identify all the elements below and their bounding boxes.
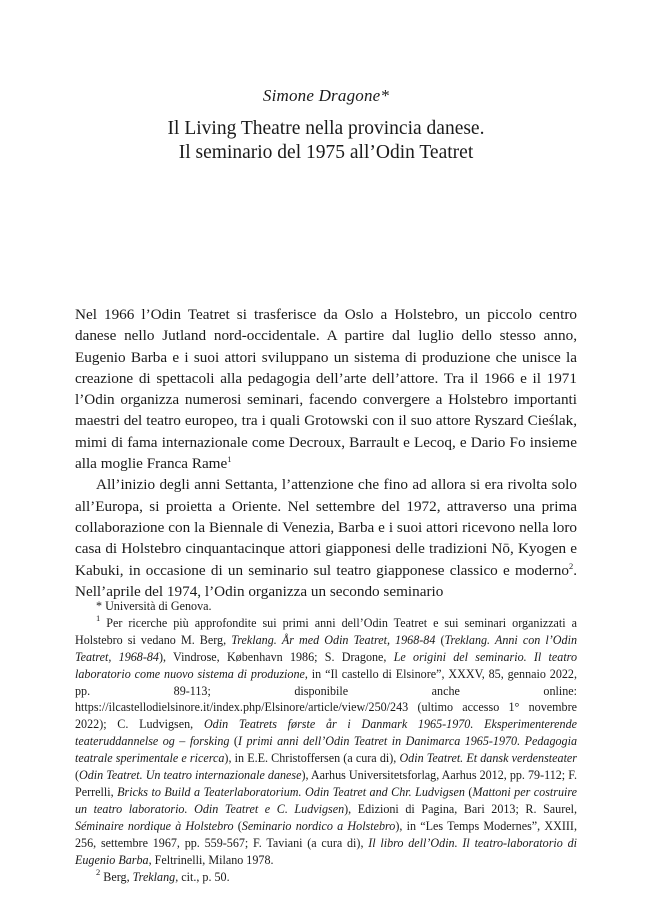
footnote-text: ), Aarhus Universitetsforlag, Aarhus 2012, pp. 79-112; F. Perrelli,	[75, 768, 577, 799]
footnote-text: I primi anni dell’Odin Teatret in Danimarca 1965-1970. Pedagogia teatrale sperimentale e ricerca	[75, 734, 577, 766]
footnote-2	[75, 612, 578, 869]
footnote-text: Seminario nordico a Holstebro	[241, 818, 396, 833]
title-line-2: Il seminario del 1975 all’Odin Teatret	[178, 142, 474, 163]
footnote-text: Treklang. År med Odin Teatret, 1968-84	[231, 632, 436, 647]
footnote-ref-2[interactable]: 2	[568, 560, 574, 571]
footnote-text: Le origini del seminario. Il teatro laboratorio come nuovo sistema di produzione	[75, 649, 577, 681]
footnote-text: * Università di Genova.	[96, 599, 212, 613]
footnote-text: ), Vindrose, København 1986; S. Dragone,	[158, 649, 394, 664]
footnote-text: ), in “Les Temps Modernes”, XXIII, 256, settembre 1967, pp. 559-567; F. Taviani (a cura di),	[75, 818, 577, 850]
footnote-text: Séminaire nordique à Holstebro	[75, 818, 234, 833]
footnote-text: Odin Teatrets første år i Danmark 1965-1970. Eksperimenterende teateruddannelse og – forsking	[75, 717, 577, 749]
footnote-text: Berg,	[100, 869, 133, 884]
footnote-marker: 1	[96, 612, 101, 623]
footnote-text: (	[233, 818, 242, 833]
footnote-ref-1[interactable]: 1	[227, 454, 232, 465]
author-name: Simone Dragone*	[262, 86, 390, 105]
paragraph-1-text: Nel 1966 l’Odin Teatret si trasferisce da Oslo a Holstebro, un piccolo centro danese nello Jutland nord-occidentale. A partire dal luglio dello stesso anno, Eugenio Barba e i suoi attori sviluppano un sistema di produzione che unisce la creazione di spettacoli alla pedagogia dell’arte dell’attore. Tra il 1966 e il 1971 l’Odin organizza numerosi seminari, facendo convergere a Holstebro importanti maestri del teatro europeo, tra i quali Grotowski con il suo attore Ryszard Cieślak, mimi di fama internazionale come Decroux, Barrault e Lecoq, e Dario Fo insieme alla moglie Franca Rame	[75, 306, 577, 473]
paragraph-2	[75, 474, 577, 602]
paragraph-2-tail: . Nell’aprile del 1974, l’Odin organizza un secondo seminario	[75, 561, 577, 600]
article-title	[75, 117, 577, 165]
footnote-marker: 2	[96, 866, 101, 877]
footnote-text: Per ricerche più approfondite sui primi anni dell’Odin Teatret e sui seminari organizzati a Holstebro si vedano M. Berg,	[75, 615, 577, 647]
footnote-text: (	[75, 768, 80, 783]
footnote-text: (	[464, 784, 473, 799]
title-line-1: Il Living Theatre nella provincia danese.	[167, 118, 485, 139]
paragraph-2-text: All’inizio degli anni Settanta, l’attenzione che fino ad allora si era rivolta solo all’Europa, si proietta a Oriente. Nel settembre del 1972, attraverso una prima collaborazione con la Biennale di Venezia, Barba e i suoi attori ricevono nella loro casa di Holstebro cinquantacinque attori giapponesi delle tradizioni Nō, Kyogen e Kabuki, in occasione di un seminario sul teatro giapponese classico e moderno	[75, 476, 577, 579]
body-text	[75, 304, 577, 602]
footnote-text: , Feltrinelli, Milano 1978.	[148, 852, 274, 867]
footnote-text: Bricks to Build a Teaterlaboratorium. Odin Teatret and Chr. Ludvigsen	[117, 784, 465, 799]
footnote-text: Treklang	[132, 869, 176, 884]
footnote-text: ), Edizioni di Pagina, Bari 2013; R. Saurel,	[344, 801, 577, 816]
footnote-text: (	[229, 734, 238, 749]
footnote-text: , cit., p. 50.	[175, 869, 230, 884]
footnote-text: , in “Il castello di Elsinore”, XXXV, 85, gennaio 2022, pp. 89-113; disponibile anche online: https://ilcastellodielsinore.it/index.php/Elsinore/article/view/250/243 (ultimo accesso 1° novembre 2022); C. Ludvigsen,	[75, 666, 577, 732]
footnote-text: Mattoni per costruire un teatro laboratorio. Odin Teatret e C. Ludvigsen	[75, 784, 577, 816]
footnote-text: Treklang. Anni con l’Odin Teatret, 1968-84	[75, 632, 577, 664]
footnote-3	[75, 866, 577, 886]
footnotes	[75, 598, 577, 885]
footnote-text: Odin Teatret. Un teatro internazionale danese	[79, 768, 302, 783]
footnote-text: ), in E.E. Christoffersen (a cura di),	[224, 751, 400, 766]
footnote-text: Il libro dell’Odin. Il teatro-laboratorio di Eugenio Barba	[75, 835, 577, 867]
footnote-text: Odin Teatret. Et dansk verdensteater	[399, 751, 578, 766]
footnote-1	[75, 598, 577, 615]
footnote-text: (	[435, 632, 445, 647]
paragraph-1	[75, 304, 577, 474]
